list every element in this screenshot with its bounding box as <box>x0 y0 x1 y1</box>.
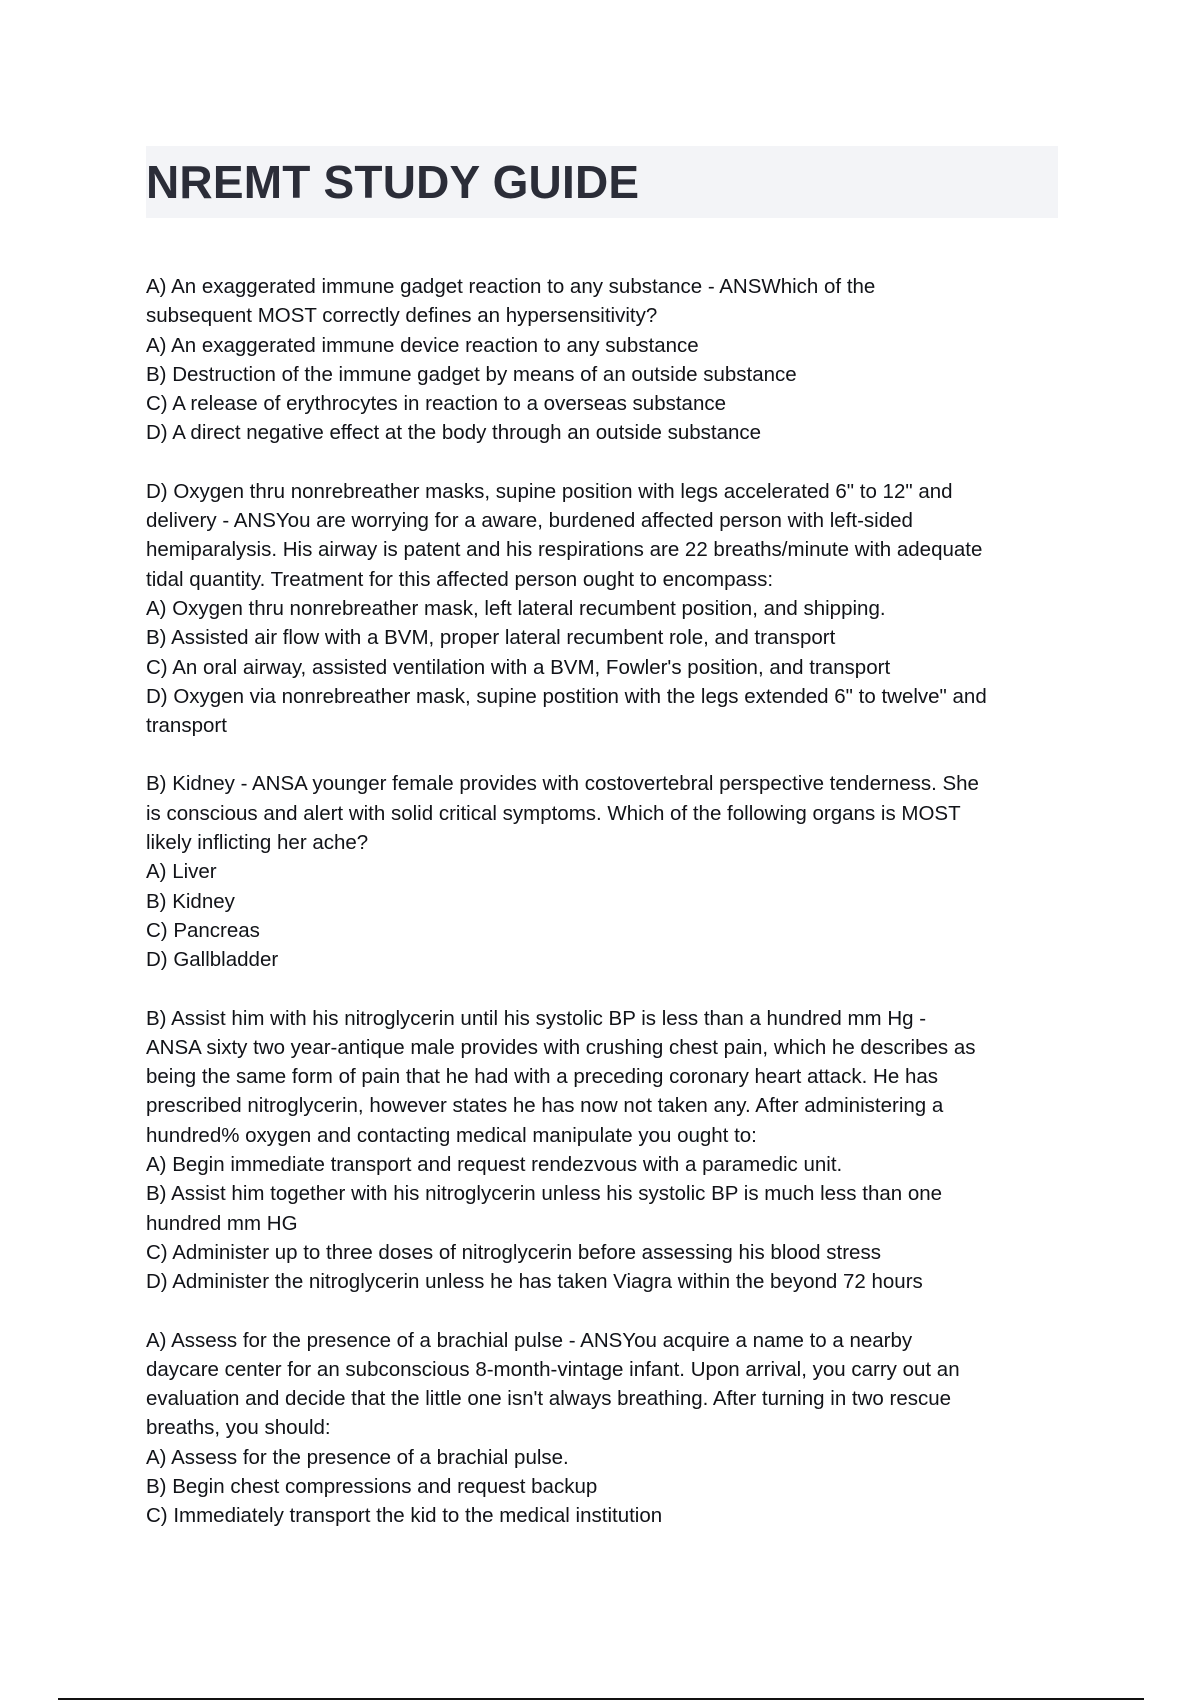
question-block <box>146 1004 1066 1297</box>
question-text-line: B) Kidney <box>146 889 235 913</box>
question-text-line: prescribed nitroglycerin, however states he has now not taken any. After administering a <box>146 1094 944 1118</box>
question-text-line: hemiparalysis. His airway is patent and his respirations are 22 breaths/minute with adequate <box>146 538 983 562</box>
question-text-line: D) Gallbladder <box>146 948 279 972</box>
question-text-line: B) Kidney - ANSA younger female provides with costovertebral perspective tenderness. She <box>146 772 979 796</box>
question-text-line: D) Oxygen via nonrebreather mask, supine postition with the legs extended 6" to twelve" and <box>146 684 987 708</box>
question-text-line: daycare center for an subconscious 8-month-vintage infant. Upon arrival, you carry out an <box>146 1357 960 1381</box>
question-text-line: A) Begin immediate transport and request rendezvous with a paramedic unit. <box>146 1153 843 1177</box>
question-block <box>146 272 1066 448</box>
question-text-line: A) Liver <box>146 860 217 884</box>
question-text-line: subsequent MOST correctly defines an hypersensitivity? <box>146 304 658 328</box>
question-text-line: breaths, you should: <box>146 1416 331 1440</box>
question-text-line: delivery - ANSYou are worrying for a aware, burdened affected person with left-sided <box>146 509 913 533</box>
question-text-line: C) An oral airway, assisted ventilation with a BVM, Fowler's position, and transport <box>146 655 891 679</box>
question-block <box>146 477 1066 741</box>
question-text-line: being the same form of pain that he had with a preceding coronary heart attack. He has <box>146 1065 938 1089</box>
question-text-line: C) A release of erythrocytes in reaction to a overseas substance <box>146 392 726 416</box>
question-text-line: likely inflicting her ache? <box>146 831 369 855</box>
question-text-line: A) An exaggerated immune gadget reaction to any substance - ANSWhich of the <box>146 275 876 298</box>
study-guide-content <box>146 272 1066 1560</box>
question-text-line: is conscious and alert with solid critical symptoms. Which of the following organs is MOST <box>146 801 961 825</box>
question-text-line: B) Begin chest compressions and request backup <box>146 1474 598 1498</box>
question-text-line: C) Pancreas <box>146 918 260 942</box>
question-text-line: D) A direct negative effect at the body through an outside substance <box>146 421 762 445</box>
question-text-line: tidal quantity. Treatment for this affected person ought to encompass: <box>146 567 774 591</box>
question-text-line: B) Assist him with his nitroglycerin until his systolic BP is less than a hundred mm Hg - <box>146 1006 927 1030</box>
question-text-line: hundred mm HG <box>146 1211 298 1235</box>
question-text-line: A) An exaggerated immune device reaction to any substance <box>146 333 699 357</box>
question-text-line: B) Assisted air flow with a BVM, proper lateral recumbent role, and transport <box>146 626 836 650</box>
question-block <box>146 1326 1066 1531</box>
question-text-line: D) Administer the nitroglycerin unless he has taken Viagra within the beyond 72 hours <box>146 1270 923 1294</box>
question-text-line: D) Oxygen thru nonrebreather masks, supine position with legs accelerated 6" to 12" and <box>146 479 953 503</box>
question-text-line: A) Assess for the presence of a brachial pulse. <box>146 1445 569 1469</box>
question-text-line: C) Immediately transport the kid to the medical institution <box>146 1504 663 1528</box>
question-block <box>146 769 1066 974</box>
page-title: NREMT STUDY GUIDE <box>146 156 640 208</box>
question-text-line: ANSA sixty two year-antique male provides with crushing chest pain, which he describes as <box>146 1035 976 1059</box>
question-text-line: hundred% oxygen and contacting medical manipulate you ought to: <box>146 1123 757 1147</box>
question-text-line: evaluation and decide that the little one isn't always breathing. After turning in two rescue <box>146 1387 952 1411</box>
question-text-line: B) Destruction of the immune gadget by means of an outside substance <box>146 362 797 386</box>
question-text-line: B) Assist him together with his nitroglycerin unless his systolic BP is much less than one <box>146 1182 943 1206</box>
question-text-line: A) Assess for the presence of a brachial pulse - ANSYou acquire a name to a nearby <box>146 1328 913 1352</box>
question-text-line: transport <box>146 714 227 738</box>
question-text-line: C) Administer up to three doses of nitroglycerin before assessing his blood stress <box>146 1240 881 1264</box>
question-text-line: A) Oxygen thru nonrebreather mask, left lateral recumbent position, and shipping. <box>146 596 886 620</box>
